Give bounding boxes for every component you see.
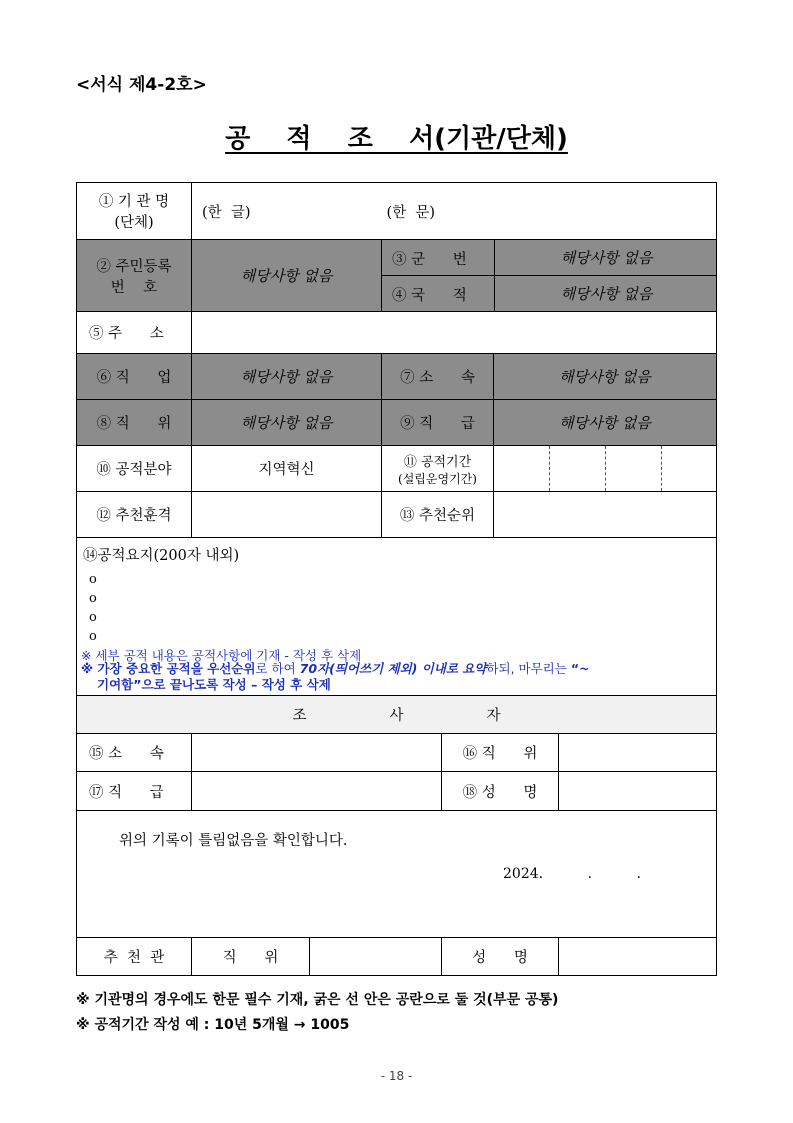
investigator-header: 조 사 자 (292, 708, 501, 724)
row-field (77, 445, 716, 491)
address-label: ⑤ 주 소 (89, 326, 164, 342)
award-label: ⑫ 추천훈격 (96, 508, 172, 524)
merit-field-value: 지역혁신 (191, 446, 381, 491)
bullet-item: o (89, 572, 97, 587)
row-award (77, 491, 716, 537)
nationality-label: ④ 국 적 (392, 288, 467, 304)
service-nation-block (381, 240, 716, 311)
position-value: 해당사항 없음 (191, 400, 381, 445)
bullet-item: o (89, 591, 97, 606)
award-input[interactable] (191, 492, 381, 537)
rank-input[interactable] (493, 492, 716, 537)
agency-name-input[interactable] (191, 183, 716, 239)
summary-bullets[interactable] (89, 570, 97, 646)
investigator-grade-input[interactable] (191, 772, 441, 810)
summary-label: ⑭공적요지(200자 내외) (83, 548, 240, 564)
grade-value: 해당사항 없음 (493, 400, 716, 445)
footnote-2: ※ 공적기간 작성 예 : 10년 5개월 → 1005 (76, 1017, 350, 1033)
investigator-affiliation-input[interactable] (191, 734, 441, 771)
period-box-2[interactable] (549, 446, 605, 491)
job-value: 해당사항 없음 (191, 354, 381, 399)
hangul-label: (한 글) (202, 204, 251, 221)
row-investigator-grade (77, 771, 716, 810)
row-summary (77, 537, 716, 695)
summary-note-2: ※ 가장 중요한 공적을 우선순위로 하여 70자(띄어쓰기 제외) 이내로 요약하되, 마무리는 “~ 기여함”으로 끝나도록 작성 – 작성 후 삭제 (81, 661, 590, 692)
document-title: 공 적 조 서(기관/단체) (225, 124, 568, 154)
job-label: ⑥ 직 업 (96, 370, 172, 386)
service-number-label: ③ 군 번 (392, 252, 467, 268)
period-box-4[interactable] (661, 446, 716, 491)
recommender-name-input[interactable] (558, 938, 716, 975)
page-number: - 18 - (380, 1069, 413, 1083)
rank-label: ⑬ 추천순위 (381, 492, 493, 537)
recommender-position-input[interactable] (309, 938, 441, 975)
row-investigator-affil (77, 733, 716, 771)
row-registration (77, 239, 716, 311)
row-agency-name (77, 183, 716, 239)
merit-period-label: ⑪ 공적기간 (설립운영기간) (381, 446, 493, 491)
registration-value: 해당사항 없음 (191, 240, 381, 311)
nationality-value: 해당사항 없음 (494, 275, 718, 311)
confirmation-date[interactable]: 2024. . . (503, 866, 641, 882)
row-investigator (77, 695, 716, 733)
investigator-position-label: ⑯ 직 위 (441, 734, 558, 771)
confirmation-text: 위의 기록이 틀림없음을 확인합니다. (119, 833, 348, 849)
row-address (77, 311, 716, 353)
investigator-affiliation-label: ⑮ 소 속 (89, 746, 164, 762)
investigator-name-label: ⑱ 성 명 (441, 772, 558, 810)
merit-report-table (76, 182, 717, 976)
bullet-item: o (89, 629, 97, 644)
row-job (77, 353, 716, 399)
period-box-1[interactable] (493, 446, 549, 491)
row-recommender (77, 937, 716, 975)
recommender-position-label: 직 위 (191, 938, 309, 975)
registration-label: ② 주민등록 번 호 (96, 258, 172, 296)
agency-name-label: ① 기 관 명 (단체) (98, 194, 170, 231)
investigator-name-input[interactable] (558, 772, 716, 810)
summary-note-1: ※ 세부 공적 내용은 공적사항에 기재 - 작성 후 삭제 (81, 648, 362, 663)
row-position (77, 399, 716, 445)
service-number-value: 해당사항 없음 (494, 240, 718, 275)
recommender-name-label: 성 명 (441, 938, 558, 975)
footnote-1: ※ 기관명의 경우에도 한문 필수 기재, 굵은 선 안은 공란으로 둘 것(부문 공통) (76, 992, 559, 1008)
row-confirmation (77, 810, 716, 937)
recommender-label: 추 천 관 (103, 950, 165, 966)
merit-field-label: ⑩ 공적분야 (96, 462, 172, 478)
form-number: <서식 제4-2호> (76, 75, 207, 95)
affiliation-value: 해당사항 없음 (493, 354, 716, 399)
hanmun-label: (한 문) (386, 204, 436, 221)
affiliation-label: ⑦ 소 속 (381, 354, 493, 399)
bullet-item: o (89, 610, 97, 625)
footnotes (76, 988, 558, 1038)
investigator-grade-label: ⑰ 직 급 (89, 784, 164, 801)
investigator-position-input[interactable] (558, 734, 716, 771)
address-input[interactable] (191, 312, 716, 353)
period-box-3[interactable] (605, 446, 661, 491)
grade-label: ⑨ 직 급 (381, 400, 493, 445)
position-label: ⑧ 직 위 (96, 416, 172, 432)
